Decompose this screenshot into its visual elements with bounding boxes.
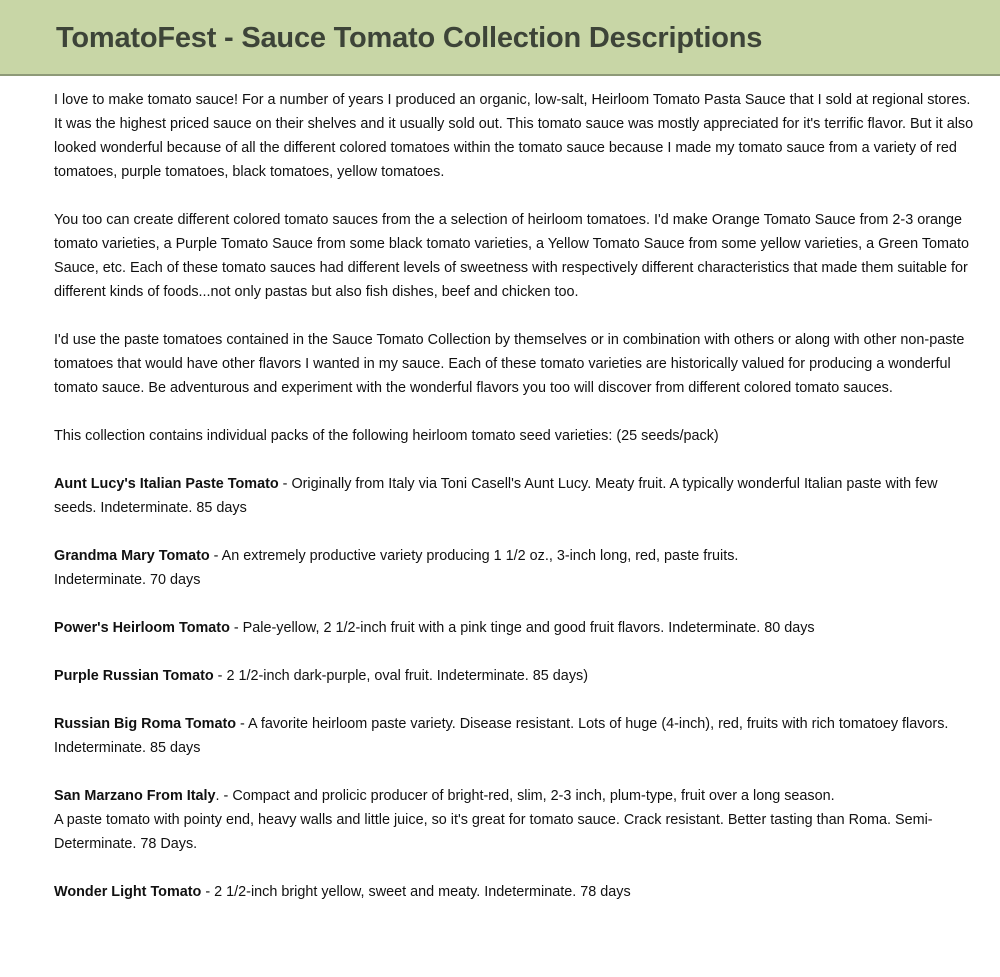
variety-description: - A favorite heirloom paste variety. Disease resistant. Lots of huge (4-inch), red, fruits with rich tomatoey flavors. Indeterminate. 85 days xyxy=(54,716,949,756)
variety-description: - Originally from Italy via Toni Casell's Aunt Lucy. Meaty fruit. A typically wonderful Italian paste with few seeds. Indeterminate. 85 days xyxy=(54,476,938,516)
variety-description: - 2 1/2-inch dark-purple, oval fruit. Indeterminate. 85 days) xyxy=(213,668,588,684)
variety-name: Power's Heirloom Tomato xyxy=(54,620,230,636)
variety-name: Russian Big Roma Tomato xyxy=(54,716,237,732)
variety-name: Wonder Light Tomato xyxy=(54,884,202,900)
intro-paragraph: You too can create different colored tomato sauces from the a selection of heirloom tomatoes. I'd make Orange Tomato Sauce from 2-3 orange tomato varieties, a Purple Tomato Sauce from some black tomato varieties, a Yellow Tomato Sauce from some yellow varieties, a Green Tomato Sauce, etc. Each of these tomato sauces had different levels of sweetness with respectively different characteristics that made them suitable for different kinds of foods...not only pastas but also fish dishes, beef and chicken too. xyxy=(54,212,970,300)
variety-name: San Marzano From Italy xyxy=(54,788,216,804)
variety-description: - 2 1/2-inch bright yellow, sweet and meaty. Indeterminate. 78 days xyxy=(201,884,631,900)
variety-item xyxy=(54,664,974,688)
page-title: TomatoFest - Sauce Tomato Collection Descriptions xyxy=(56,22,763,54)
variety-item xyxy=(54,472,974,520)
variety-description: . - Compact and prolicic producer of bright-red, slim, 2-3 inch, plum-type, fruit over a long season. xyxy=(215,788,835,804)
variety-list xyxy=(54,472,974,904)
intro-paragraph: This collection contains individual packs of the following heirloom tomato seed varieties: (25 seeds/pack) xyxy=(54,428,719,444)
variety-item xyxy=(54,784,974,856)
variety-description: - Pale-yellow, 2 1/2-inch fruit with a pink tinge and good fruit flavors. Indeterminate. 80 days xyxy=(229,620,815,636)
variety-name: Purple Russian Tomato xyxy=(54,668,214,684)
variety-item xyxy=(54,616,974,640)
variety-item xyxy=(54,544,974,592)
intro-paragraph: I love to make tomato sauce! For a number of years I produced an organic, low-salt, Heirloom Tomato Pasta Sauce that I sold at regional stores. It was the highest priced sauce on their shelves and it usually sold out. This tomato sauce was mostly appreciated for it's terrific flavor. But it also looked wonderful because of all the different colored tomatoes within the tomato sauce because I made my tomato sauce from a variety of red tomatoes, purple tomatoes, black tomatoes, yellow tomatoes. xyxy=(54,92,974,180)
variety-name: Grandma Mary Tomato xyxy=(54,548,210,564)
variety-name: Aunt Lucy's Italian Paste Tomato xyxy=(54,476,279,492)
article-body xyxy=(0,76,1000,904)
variety-description-cont: A paste tomato with pointy end, heavy walls and little juice, so it's great for tomato sauce. Crack resistant. Better tasting than Roma. Semi-Determinate. 78 Days. xyxy=(54,812,933,852)
page-header xyxy=(0,0,1000,76)
variety-item xyxy=(54,712,974,760)
intro-paragraph: I'd use the paste tomatoes contained in the Sauce Tomato Collection by themselves or in combination with others or along with other non-paste tomatoes that would have other flavors I wanted in my sauce. Each of these tomato varieties are historically valued for producing a wonderful tomato sauce. Be adventurous and experiment with the wonderful flavors you too will discover from different colored tomato sauces. xyxy=(54,332,965,396)
variety-item xyxy=(54,880,974,904)
variety-description: - An extremely productive variety producing 1 1/2 oz., 3-inch long, red, paste fruits. xyxy=(209,548,739,564)
variety-description-cont: Indeterminate. 70 days xyxy=(54,572,201,588)
